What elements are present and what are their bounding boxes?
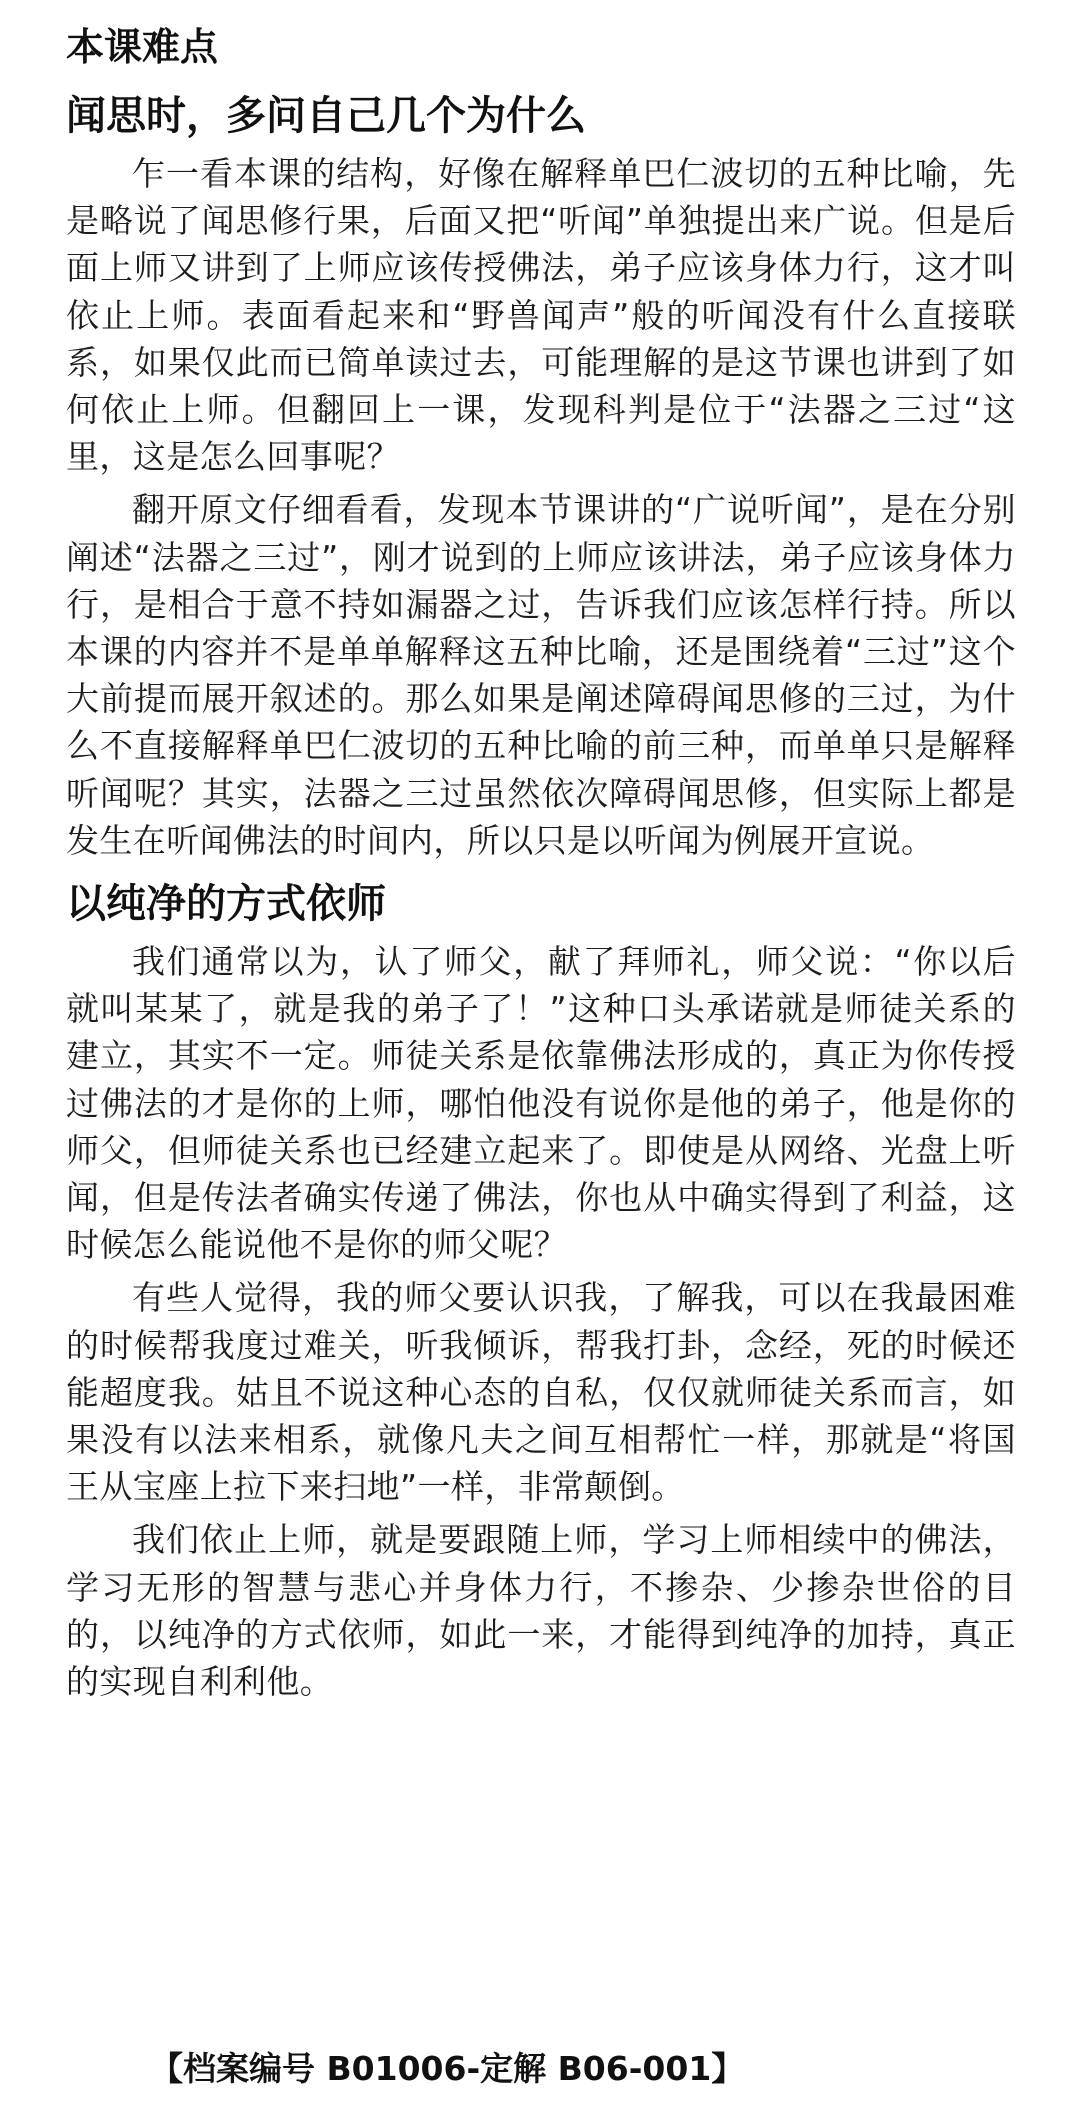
paragraph-3: 我们通常以为，认了师父，献了拜师礼，师父说：“你以后就叫某某了，就是我的弟子了！”这种口头承诺就是师徒关系的建立，其实不一定。师徒关系是依靠佛法形成的，真正为你传授过佛法的才是你的上师，哪怕他没有说你是他的弟子，他是你的师父，但师徒关系也已经建立起来了。即使是从网络、光盘上听闻，但是传法者确实传递了佛法，你也从中确实得到了利益，这时候怎么能说他不是你的师父呢？ bbox=[66, 942, 1016, 1265]
paragraph-4: 有些人觉得，我的师父要认识我，了解我，可以在我最困难的时候帮我度过难关，听我倾诉，帮我打卦，念经，死的时候还能超度我。姑且不说这种心态的自私，仅仅就师徒关系而言，如果没有以法来相系，就像凡夫之间互相帮忙一样，那就是“将国王从宝座上拉下来扫地”一样，非常颠倒。 bbox=[66, 1278, 1016, 1507]
section-title: 本课难点 bbox=[66, 25, 219, 69]
paragraph-2: 翻开原文仔细看看，发现本节课讲的“广说听闻”，是在分别阐述“法器之三过”，刚才说到的上师应该讲法，弟子应该身体力行，是相合于意不持如漏器之过，告诉我们应该怎样行持。所以本课的内容并不是单单解释这五种比喻，还是围绕着“三过”这个大前提而展开叙述的。那么如果是阐述障碍闻思修的三过，为什么不直接解释单巴仁波切的五种比喻的前三种，而单单只是解释听闻呢？其实，法器之三过虽然依次障碍闻思修，但实际上都是发生在听闻佛法的时间内，所以只是以听闻为例展开宣说。 bbox=[66, 490, 1016, 860]
heading-inquiry: 闻思时，多问自己几个为什么 bbox=[66, 93, 586, 139]
heading-pure-reliance: 以纯净的方式依师 bbox=[66, 881, 386, 928]
archive-number: 【档案编号 B01006-定解 B06-001】 bbox=[150, 2049, 745, 2088]
article bbox=[66, 18, 1016, 1705]
paragraph-1: 乍一看本课的结构，好像在解释单巴仁波切的五种比喻，先是略说了闻思修行果，后面又把“听闻”单独提出来广说。但是后面上师又讲到了上师应该传授佛法，弟子应该身体力行，这才叫依止上师。表面看起来和“野兽闻声”般的听闻没有什么直接联系，如果仅此而已简单读过去，可能理解的是这节课也讲到了如何依止上师。但翻回上一课，发现科判是位于“法器之三过“这里，这是怎么回事呢？ bbox=[66, 154, 1016, 477]
paragraph-5: 我们依止上师，就是要跟随上师，学习上师相续中的佛法，学习无形的智慧与悲心并身体力行，不掺杂、少掺杂世俗的目的，以纯净的方式依师，如此一来，才能得到纯净的加持，真正的实现自利利他。 bbox=[66, 1520, 1016, 1702]
